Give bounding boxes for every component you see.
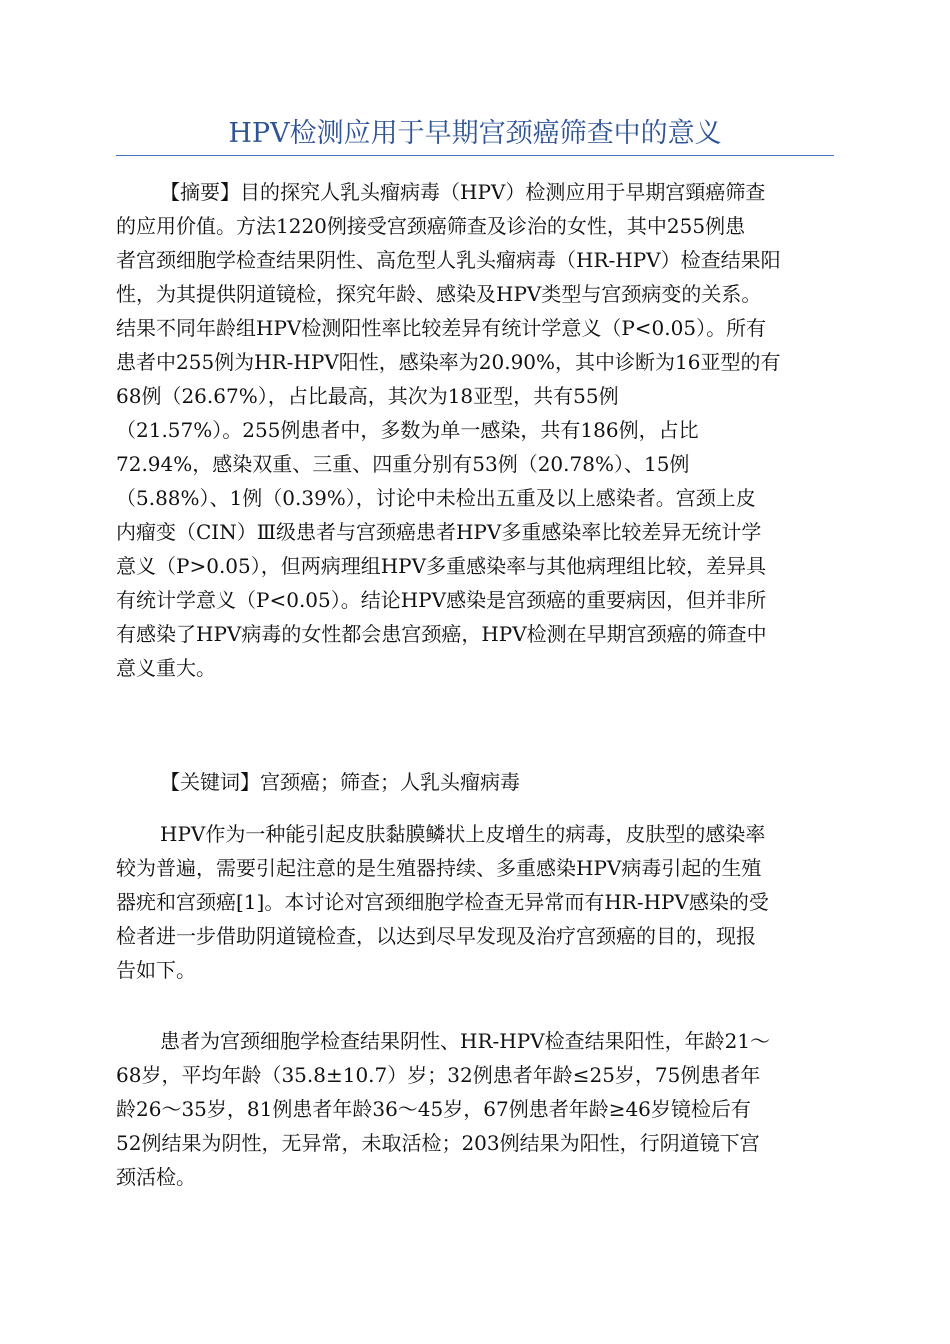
text-line: 有统计学意义（P<0.05）。结论HPV感染是宫颈癌的重要病因，但并非所 (116, 588, 767, 612)
text-line: 结果不同年龄组HPV检测阳性率比较差异有统计学意义（P<0.05）。所有 (116, 316, 767, 340)
text-line: 龄26～35岁，81例患者年龄36～45岁，67例患者年龄≥46岁镜检后有 (116, 1097, 751, 1121)
text-line: 意义重大。 (116, 656, 216, 680)
patients-paragraph (116, 1024, 834, 1194)
abstract-paragraph (116, 175, 834, 685)
text-line: （5.88%）、1例（0.39%），讨论中未检出五重及以上感染者。宫颈上皮 (116, 486, 756, 510)
text-line: 意义（P>0.05），但两病理组HPV多重感染率与其他病理组比较，差异具 (116, 554, 767, 578)
text-line: 颈活检。 (116, 1165, 196, 1189)
title-underline (116, 155, 834, 156)
text-line: 患者中255例为HR-HPV阳性，感染率为20.90%，其中诊断为16亚型的有 (116, 350, 781, 374)
text-line: 72.94%，感染双重、三重、四重分别有53例（20.78%）、15例 (116, 452, 690, 476)
text-line: 器疣和宫颈癌[1]。本讨论对宫颈细胞学检查无异常而有HR-HPV感染的受 (116, 890, 769, 914)
document-title: HPV检测应用于早期宫颈癌筛查中的意义 (228, 118, 722, 149)
keywords-paragraph (116, 765, 834, 799)
text-line: 者宫颈细胞学检查结果阴性、高危型人乳头瘤病毒（HR-HPV）检查结果阳 (116, 248, 781, 272)
intro-paragraph (116, 817, 834, 987)
text-line: 检者进一步借助阴道镜检查，以达到尽早发现及治疗宫颈癌的目的，现报 (116, 924, 756, 948)
text-line: 的应用价值。方法1220例接受宫颈癌筛查及诊治的女性，其中255例患 (116, 214, 746, 238)
text-line: 内瘤变（CIN）Ⅲ级患者与宫颈癌患者HPV多重感染率比较差异无统计学 (116, 520, 762, 544)
text-line: 【摘要】目的探究人乳头瘤病毒（HPV）检测应用于早期宫頸癌筛查 (160, 180, 766, 204)
text-line: 患者为宫颈细胞学检查结果阴性、HR-HPV检查结果阳性，年龄21～ (160, 1029, 771, 1053)
text-line: 68例（26.67%），占比最高，其次为18亚型，共有55例 (116, 384, 619, 408)
text-line: 告如下。 (116, 958, 196, 982)
text-line: 有感染了HPV病毒的女性都会患宫颈癌，HPV检测在早期宫颈癌的筛查中 (116, 622, 767, 646)
text-line: HPV作为一种能引起皮肤黏膜鳞状上皮增生的病毒，皮肤型的感染率 (160, 822, 766, 846)
text-line: 较为普遍，需要引起注意的是生殖器持续、多重感染HPV病毒引起的生殖 (116, 856, 762, 880)
text-line: （21.57%）。255例患者中，多数为单一感染，共有186例，占比 (116, 418, 699, 442)
text-line: 52例结果为阴性，无异常，未取活检；203例结果为阳性，行阴道镜下宫 (116, 1131, 760, 1155)
text-line: 68岁，平均年龄（35.8±10.7）岁；32例患者年龄≤25岁，75例患者年 (116, 1063, 761, 1087)
text-line: 【关键词】宫颈癌；筛查；人乳头瘤病毒 (160, 770, 520, 794)
text-line: 性，为其提供阴道镜检，探究年龄、感染及HPV类型与宫颈病变的关系。 (116, 282, 762, 306)
